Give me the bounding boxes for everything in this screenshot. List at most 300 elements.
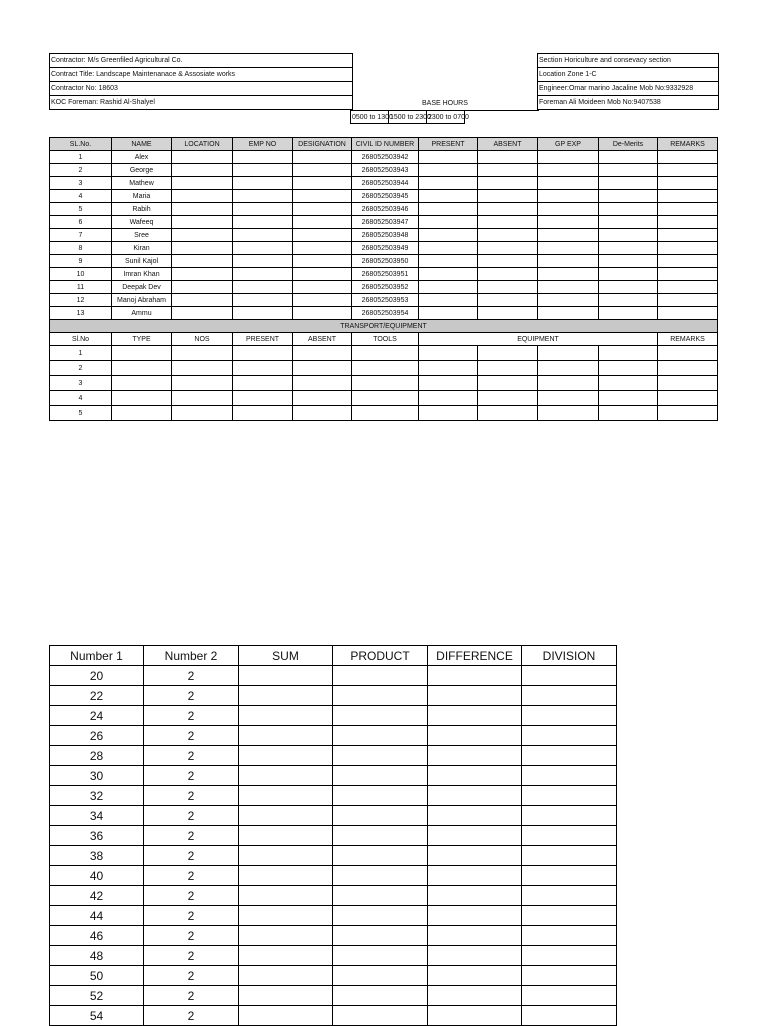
staff-gp-exp <box>538 216 599 229</box>
transport-slno: 2 <box>50 361 112 376</box>
staff-remarks <box>658 268 718 281</box>
transport-cell <box>599 376 658 391</box>
col-location: LOCATION <box>172 138 233 151</box>
staff-remarks <box>658 190 718 203</box>
transport-cell <box>233 406 293 421</box>
calc-row <box>50 926 617 946</box>
calc-number2: 2 <box>144 826 239 846</box>
staff-demerits <box>599 229 658 242</box>
calc-number2: 2 <box>144 766 239 786</box>
calc-number2: 2 <box>144 986 239 1006</box>
calc-product <box>333 826 428 846</box>
calc-number2: 2 <box>144 846 239 866</box>
calc-product <box>333 866 428 886</box>
staff-civil-id: 268052503950 <box>352 255 419 268</box>
staff-remarks <box>658 281 718 294</box>
calc-difference <box>428 926 522 946</box>
calc-division <box>522 746 617 766</box>
calc-row <box>50 846 617 866</box>
calc-row <box>50 806 617 826</box>
calc-difference <box>428 866 522 886</box>
staff-slno: 4 <box>50 190 112 203</box>
transport-cell <box>419 391 478 406</box>
staff-absent <box>478 216 538 229</box>
tcol-slno: Sl.No <box>50 333 112 346</box>
staff-slno: 2 <box>50 164 112 177</box>
transport-cell <box>233 391 293 406</box>
staff-designation <box>293 281 352 294</box>
calc-number1: 22 <box>50 686 144 706</box>
transport-cell <box>172 406 233 421</box>
calc-product <box>333 686 428 706</box>
calc-division <box>522 726 617 746</box>
staff-name: Mathew <box>112 177 172 190</box>
calc-row <box>50 746 617 766</box>
calc-number1: 50 <box>50 966 144 986</box>
table-row <box>50 164 718 177</box>
transport-cell <box>172 391 233 406</box>
calc-sum <box>239 906 333 926</box>
calc-number2: 2 <box>144 926 239 946</box>
calc-division <box>522 986 617 1006</box>
staff-demerits <box>599 268 658 281</box>
calc-col-division: DIVISION <box>522 646 617 666</box>
staff-gp-exp <box>538 203 599 216</box>
table-row <box>50 190 718 203</box>
table-row <box>50 268 718 281</box>
section-info-block <box>537 53 719 110</box>
staff-civil-id: 268052503954 <box>352 307 419 320</box>
calc-number1: 38 <box>50 846 144 866</box>
calc-product <box>333 986 428 1006</box>
staff-remarks <box>658 164 718 177</box>
transport-cell <box>293 346 352 361</box>
staff-gp-exp <box>538 164 599 177</box>
transport-cell <box>658 376 718 391</box>
staff-demerits <box>599 151 658 164</box>
calc-number2: 2 <box>144 866 239 886</box>
staff-empno <box>233 268 293 281</box>
base-hours-title: BASE HOURS <box>422 100 468 107</box>
staff-present <box>419 242 478 255</box>
koc-foreman-line: KOC Foreman: Rashid Al-Shalyel <box>50 95 352 109</box>
tcol-tools: TOOLS <box>352 333 419 346</box>
staff-designation <box>293 268 352 281</box>
transport-cell <box>478 361 538 376</box>
calc-difference <box>428 766 522 786</box>
staff-empno <box>233 203 293 216</box>
transport-cell <box>538 361 599 376</box>
calc-sum <box>239 846 333 866</box>
staff-gp-exp <box>538 255 599 268</box>
calc-row <box>50 766 617 786</box>
staff-designation <box>293 255 352 268</box>
transport-cell <box>112 376 172 391</box>
table-row <box>50 294 718 307</box>
staff-slno: 3 <box>50 177 112 190</box>
calc-division <box>522 926 617 946</box>
calc-division <box>522 826 617 846</box>
staff-location <box>172 190 233 203</box>
calc-number2: 2 <box>144 726 239 746</box>
staff-gp-exp <box>538 242 599 255</box>
staff-name: Maria <box>112 190 172 203</box>
calc-number2: 2 <box>144 786 239 806</box>
section-line: Section Horiculture and consevacy section <box>538 53 718 67</box>
staff-name: Rabih <box>112 203 172 216</box>
calc-sum <box>239 666 333 686</box>
calc-product <box>333 666 428 686</box>
calc-col-product: PRODUCT <box>333 646 428 666</box>
staff-demerits <box>599 164 658 177</box>
transport-cell <box>172 346 233 361</box>
calc-difference <box>428 666 522 686</box>
transport-slno: 3 <box>50 376 112 391</box>
staff-absent <box>478 255 538 268</box>
calc-number1: 28 <box>50 746 144 766</box>
transport-cell <box>112 361 172 376</box>
calc-difference <box>428 886 522 906</box>
calc-product <box>333 946 428 966</box>
calc-row <box>50 1006 617 1026</box>
calc-number1: 54 <box>50 1006 144 1026</box>
calc-number2: 2 <box>144 686 239 706</box>
foreman-line: Foreman Ali Moideen Mob No:9407538 <box>538 95 718 109</box>
calc-row <box>50 886 617 906</box>
base-hours-spacer <box>465 111 539 124</box>
staff-name: Deepak Dev <box>112 281 172 294</box>
transport-row <box>50 376 718 391</box>
staff-designation <box>293 203 352 216</box>
transport-cell <box>538 346 599 361</box>
shift-1: 0500 to 1300 <box>351 111 389 124</box>
contract-title-line: Contract Title: Landscape Maintenanace & Assosiate works <box>50 67 352 81</box>
staff-present <box>419 164 478 177</box>
staff-civil-id: 268052503943 <box>352 164 419 177</box>
tcol-type: TYPE <box>112 333 172 346</box>
contract-info-block <box>49 53 353 110</box>
staff-name: Sree <box>112 229 172 242</box>
location-line: Location Zone 1-C <box>538 67 718 81</box>
calc-row <box>50 826 617 846</box>
calc-product <box>333 1006 428 1026</box>
transport-cell <box>658 346 718 361</box>
table-row <box>50 203 718 216</box>
calc-product <box>333 906 428 926</box>
transport-cell <box>112 391 172 406</box>
calc-number2: 2 <box>144 886 239 906</box>
calc-product <box>333 726 428 746</box>
col-remarks: REMARKS <box>658 138 718 151</box>
col-civil-id: CIVIL ID NUMBER <box>352 138 419 151</box>
staff-empno <box>233 229 293 242</box>
transport-cell <box>352 391 419 406</box>
staff-name: George <box>112 164 172 177</box>
calc-difference <box>428 966 522 986</box>
col-designation: DESIGNATION <box>293 138 352 151</box>
calc-difference <box>428 686 522 706</box>
staff-slno: 7 <box>50 229 112 242</box>
transport-cell <box>172 361 233 376</box>
transport-row <box>50 391 718 406</box>
staff-location <box>172 229 233 242</box>
staff-civil-id: 268052503945 <box>352 190 419 203</box>
calc-division <box>522 866 617 886</box>
staff-location <box>172 268 233 281</box>
calc-difference <box>428 906 522 926</box>
table-row <box>50 307 718 320</box>
table-row <box>50 255 718 268</box>
calc-number1: 30 <box>50 766 144 786</box>
shift-3: 2300 to 0700 <box>427 111 465 124</box>
transport-cell <box>478 376 538 391</box>
calc-col-difference: DIFFERENCE <box>428 646 522 666</box>
transport-section-row <box>50 320 718 333</box>
transport-section-title: TRANSPORT/EQUIPMENT <box>50 320 718 333</box>
table-row <box>50 242 718 255</box>
staff-name: Kiran <box>112 242 172 255</box>
calc-number1: 48 <box>50 946 144 966</box>
calc-sum <box>239 926 333 946</box>
calc-difference <box>428 986 522 1006</box>
staff-slno: 1 <box>50 151 112 164</box>
staff-gp-exp <box>538 190 599 203</box>
transport-cell <box>172 376 233 391</box>
calc-row <box>50 726 617 746</box>
transport-cell <box>293 361 352 376</box>
calc-sum <box>239 826 333 846</box>
calc-difference <box>428 706 522 726</box>
staff-designation <box>293 151 352 164</box>
staff-present <box>419 307 478 320</box>
calc-col-number2: Number 2 <box>144 646 239 666</box>
calc-number1: 36 <box>50 826 144 846</box>
transport-cell <box>233 376 293 391</box>
calc-number1: 26 <box>50 726 144 746</box>
staff-civil-id: 268052503949 <box>352 242 419 255</box>
calc-division <box>522 766 617 786</box>
staff-present <box>419 203 478 216</box>
calc-row <box>50 686 617 706</box>
staff-remarks <box>658 294 718 307</box>
transport-cell <box>293 406 352 421</box>
calc-number2: 2 <box>144 746 239 766</box>
staff-absent <box>478 190 538 203</box>
calc-difference <box>428 1006 522 1026</box>
calc-row <box>50 966 617 986</box>
staff-name: Imran Khan <box>112 268 172 281</box>
staff-civil-id: 268052503953 <box>352 294 419 307</box>
tcol-absent: ABSENT <box>293 333 352 346</box>
calc-number1: 34 <box>50 806 144 826</box>
calc-product <box>333 926 428 946</box>
transport-cell <box>658 361 718 376</box>
calc-col-sum: SUM <box>239 646 333 666</box>
transport-cell <box>419 376 478 391</box>
staff-name: Alex <box>112 151 172 164</box>
staff-absent <box>478 307 538 320</box>
transport-cell <box>478 391 538 406</box>
calc-division <box>522 686 617 706</box>
calc-difference <box>428 846 522 866</box>
calc-number1: 40 <box>50 866 144 886</box>
contractor-line: Contractor: M/s Greenfiled Agricultural Co. <box>50 53 352 67</box>
col-absent: ABSENT <box>478 138 538 151</box>
calc-division <box>522 886 617 906</box>
staff-designation <box>293 294 352 307</box>
staff-name: Manoj Abraham <box>112 294 172 307</box>
staff-remarks <box>658 177 718 190</box>
staff-present <box>419 255 478 268</box>
calc-product <box>333 746 428 766</box>
tcol-present: PRESENT <box>233 333 293 346</box>
transport-cell <box>599 346 658 361</box>
calc-sum <box>239 886 333 906</box>
staff-demerits <box>599 255 658 268</box>
calc-sum <box>239 986 333 1006</box>
staff-gp-exp <box>538 229 599 242</box>
staff-demerits <box>599 190 658 203</box>
transport-cell <box>352 361 419 376</box>
staff-location <box>172 281 233 294</box>
calc-row <box>50 986 617 1006</box>
calc-difference <box>428 726 522 746</box>
calculation-table <box>49 645 617 1026</box>
shift-2: 1500 to 2300 <box>389 111 427 124</box>
calc-difference <box>428 826 522 846</box>
transport-cell <box>538 391 599 406</box>
staff-absent <box>478 203 538 216</box>
calc-row <box>50 946 617 966</box>
staff-remarks <box>658 151 718 164</box>
staff-demerits <box>599 203 658 216</box>
staff-remarks <box>658 216 718 229</box>
staff-attendance-table <box>49 137 718 421</box>
calc-row <box>50 906 617 926</box>
calc-sum <box>239 806 333 826</box>
staff-absent <box>478 229 538 242</box>
tcol-equipment: EQUIPMENT <box>419 333 658 346</box>
transport-cell <box>233 346 293 361</box>
calc-product <box>333 706 428 726</box>
calc-header-row <box>50 646 617 666</box>
calc-sum <box>239 786 333 806</box>
calc-division <box>522 846 617 866</box>
staff-designation <box>293 177 352 190</box>
calc-division <box>522 706 617 726</box>
staff-absent <box>478 242 538 255</box>
transport-cell <box>599 361 658 376</box>
calc-product <box>333 966 428 986</box>
staff-slno: 9 <box>50 255 112 268</box>
calc-product <box>333 846 428 866</box>
transport-cell <box>112 346 172 361</box>
staff-gp-exp <box>538 177 599 190</box>
tcol-nos: NOS <box>172 333 233 346</box>
staff-present <box>419 190 478 203</box>
staff-demerits <box>599 177 658 190</box>
calc-number1: 24 <box>50 706 144 726</box>
staff-empno <box>233 190 293 203</box>
calc-difference <box>428 806 522 826</box>
staff-location <box>172 294 233 307</box>
transport-row <box>50 346 718 361</box>
calc-number2: 2 <box>144 946 239 966</box>
calc-number2: 2 <box>144 706 239 726</box>
staff-slno: 6 <box>50 216 112 229</box>
transport-cell <box>112 406 172 421</box>
staff-empno <box>233 164 293 177</box>
staff-slno: 11 <box>50 281 112 294</box>
staff-civil-id: 268052503947 <box>352 216 419 229</box>
calc-col-number1: Number 1 <box>50 646 144 666</box>
staff-location <box>172 177 233 190</box>
calc-difference <box>428 946 522 966</box>
staff-remarks <box>658 203 718 216</box>
calc-sum <box>239 966 333 986</box>
staff-slno: 12 <box>50 294 112 307</box>
calc-sum <box>239 746 333 766</box>
calc-sum <box>239 946 333 966</box>
staff-designation <box>293 242 352 255</box>
calc-number1: 20 <box>50 666 144 686</box>
staff-slno: 13 <box>50 307 112 320</box>
staff-name: Wafeeq <box>112 216 172 229</box>
calc-division <box>522 806 617 826</box>
staff-slno: 8 <box>50 242 112 255</box>
calc-difference <box>428 786 522 806</box>
table-row <box>50 216 718 229</box>
staff-designation <box>293 307 352 320</box>
base-hours-table <box>350 110 539 124</box>
transport-cell <box>293 376 352 391</box>
calc-row <box>50 786 617 806</box>
staff-demerits <box>599 307 658 320</box>
calc-number1: 46 <box>50 926 144 946</box>
transport-cell <box>419 361 478 376</box>
staff-header-row <box>50 138 718 151</box>
staff-gp-exp <box>538 281 599 294</box>
calc-sum <box>239 866 333 886</box>
staff-demerits <box>599 216 658 229</box>
transport-cell <box>478 346 538 361</box>
staff-gp-exp <box>538 268 599 281</box>
calc-division <box>522 786 617 806</box>
calc-row <box>50 666 617 686</box>
staff-absent <box>478 164 538 177</box>
calc-division <box>522 966 617 986</box>
staff-slno: 5 <box>50 203 112 216</box>
calc-sum <box>239 706 333 726</box>
staff-name: Ammu <box>112 307 172 320</box>
calc-division <box>522 946 617 966</box>
calc-number1: 52 <box>50 986 144 1006</box>
calc-sum <box>239 726 333 746</box>
staff-present <box>419 281 478 294</box>
staff-demerits <box>599 294 658 307</box>
transport-cell <box>599 406 658 421</box>
calc-number1: 42 <box>50 886 144 906</box>
staff-absent <box>478 177 538 190</box>
col-slno: SL.No. <box>50 138 112 151</box>
staff-remarks <box>658 242 718 255</box>
transport-slno: 5 <box>50 406 112 421</box>
staff-empno <box>233 177 293 190</box>
calc-product <box>333 886 428 906</box>
staff-location <box>172 151 233 164</box>
staff-present <box>419 229 478 242</box>
transport-slno: 4 <box>50 391 112 406</box>
